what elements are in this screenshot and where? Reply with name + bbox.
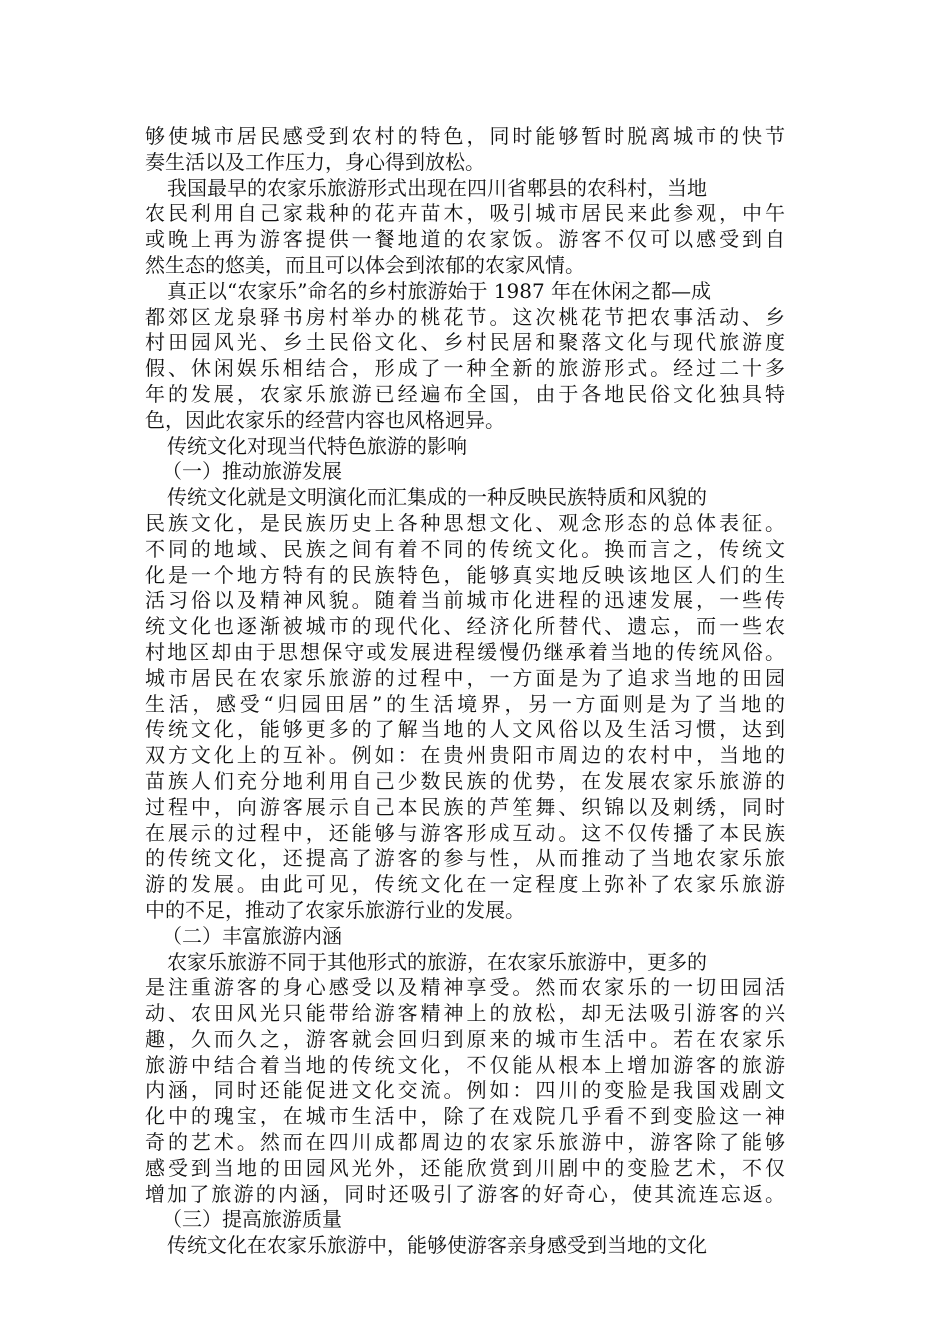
text-line: 或晚上再为游客提供一餐地道的农家饭。游客不仅可以感受到自 (145, 227, 785, 252)
text-line: 奇的艺术。然而在四川成都周边的农家乐旅游中，游客除了能够 (145, 1130, 785, 1155)
text-line: 化中的瑰宝，在城市生活中，除了在戏院几乎看不到变脸这一神 (145, 1104, 785, 1129)
text-line: 游的发展。由此可见，传统文化在一定程度上弥补了农家乐旅游 (145, 872, 785, 897)
text-line: 增加了旅游的内涵，同时还吸引了游客的好奇心，使其流连忘返。 (145, 1181, 785, 1206)
text-line: 色，因此农家乐的经营内容也风格迥异。 (145, 407, 505, 432)
text-line: 年的发展，农家乐旅游已经遍布全国，由于各地民俗文化独具特 (145, 381, 785, 406)
text-line: 够使城市居民感受到农村的特色，同时能够暂时脱离城市的快节 (145, 124, 785, 148)
section-heading: （三）提高旅游质量 (162, 1207, 342, 1232)
text-line: 化是一个地方特有的民族特色，能够真实地反映该地区人们的生 (145, 562, 785, 587)
section-heading: （一）推动旅游发展 (162, 459, 342, 484)
text-line: 然生态的悠美，而且可以体会到浓郁的农家风情。 (145, 252, 585, 277)
text-line: 假、休闲娱乐相结合，形成了一种全新的旅游形式。经过二十多 (145, 356, 785, 381)
paragraph-start-line: 传统文化对现当代特色旅游的影响 (167, 433, 467, 458)
text-line: 奏生活以及工作压力，身心得到放松。 (145, 149, 485, 174)
text-line: 民族文化，是民族历史上各种思想文化、观念形态的总体表征。 (145, 510, 785, 535)
text-line: 传统文化，能够更多的了解当地的人文风俗以及生活习惯，达到 (145, 717, 785, 742)
text-line: 双方文化上的互补。例如：在贵州贵阳市周边的农村中，当地的 (145, 743, 785, 768)
text-line: 是注重游客的身心感受以及精神享受。然而农家乐的一切田园活 (145, 975, 785, 1000)
document-page (145, 124, 785, 1259)
paragraph-start-line: 农家乐旅游不同于其他形式的旅游，在农家乐旅游中，更多的 (167, 949, 707, 974)
text-line: 统文化也逐渐被城市的现代化、经济化所替代、遗忘，而一些农 (145, 614, 785, 639)
paragraph-start-line: 我国最早的农家乐旅游形式出现在四川省郫县的农科村，当地 (167, 175, 707, 200)
text-line: 不同的地域、民族之间有着不同的传统文化。换而言之，传统文 (145, 536, 785, 561)
section-heading: （二）丰富旅游内涵 (162, 923, 342, 948)
paragraph-start-line: 传统文化在农家乐旅游中，能够使游客亲身感受到当地的文化 (167, 1233, 707, 1258)
text-line: 农民利用自己家栽种的花卉苗木，吸引城市居民来此参观，中午 (145, 201, 785, 226)
text-line: 动、农田风光只能带给游客精神上的放松，却无法吸引游客的兴 (145, 1001, 785, 1026)
text-line: 村田园风光、乡土民俗文化、乡村民居和聚落文化与现代旅游度 (145, 330, 785, 355)
text-line: 感受到当地的田园风光外，还能欣赏到川剧中的变脸艺术，不仅 (145, 1155, 785, 1180)
text-line: 都郊区龙泉驿书房村举办的桃花节。这次桃花节把农事活动、乡 (145, 304, 785, 329)
text-line: 活习俗以及精神风貌。随着当前城市化进程的迅速发展，一些传 (145, 588, 785, 613)
text-line: 旅游中结合着当地的传统文化，不仅能从根本上增加游客的旅游 (145, 1052, 785, 1077)
text-line: 内涵，同时还能促进文化交流。例如：四川的变脸是我国戏剧文 (145, 1078, 785, 1103)
text-line: 的传统文化，还提高了游客的参与性，从而推动了当地农家乐旅 (145, 846, 785, 871)
paragraph-start-line: 真正以“农家乐”命名的乡村旅游始于 1987 年在休闲之都—成 (167, 278, 712, 303)
text-line: 在展示的过程中，还能够与游客形成互动。这不仅传播了本民族 (145, 820, 785, 845)
text-line: 过程中，向游客展示自己本民族的芦笙舞、织锦以及刺绣，同时 (145, 794, 785, 819)
text-line: 趣，久而久之，游客就会回归到原来的城市生活中。若在农家乐 (145, 1026, 785, 1051)
text-line: 城市居民在农家乐旅游的过程中，一方面是为了追求当地的田园 (145, 665, 785, 690)
paragraph-start-line: 传统文化就是文明演化而汇集成的一种反映民族特质和风貌的 (167, 485, 707, 510)
text-line: 苗族人们充分地利用自己少数民族的优势，在发展农家乐旅游的 (145, 768, 785, 793)
text-line: 村地区却由于思想保守或发展进程缓慢仍继承着当地的传统风俗。 (145, 639, 785, 664)
text-line: 生活，感受“归园田居”的生活境界，另一方面则是为了当地的 (145, 691, 785, 716)
text-line: 中的不足，推动了农家乐旅游行业的发展。 (145, 897, 525, 922)
